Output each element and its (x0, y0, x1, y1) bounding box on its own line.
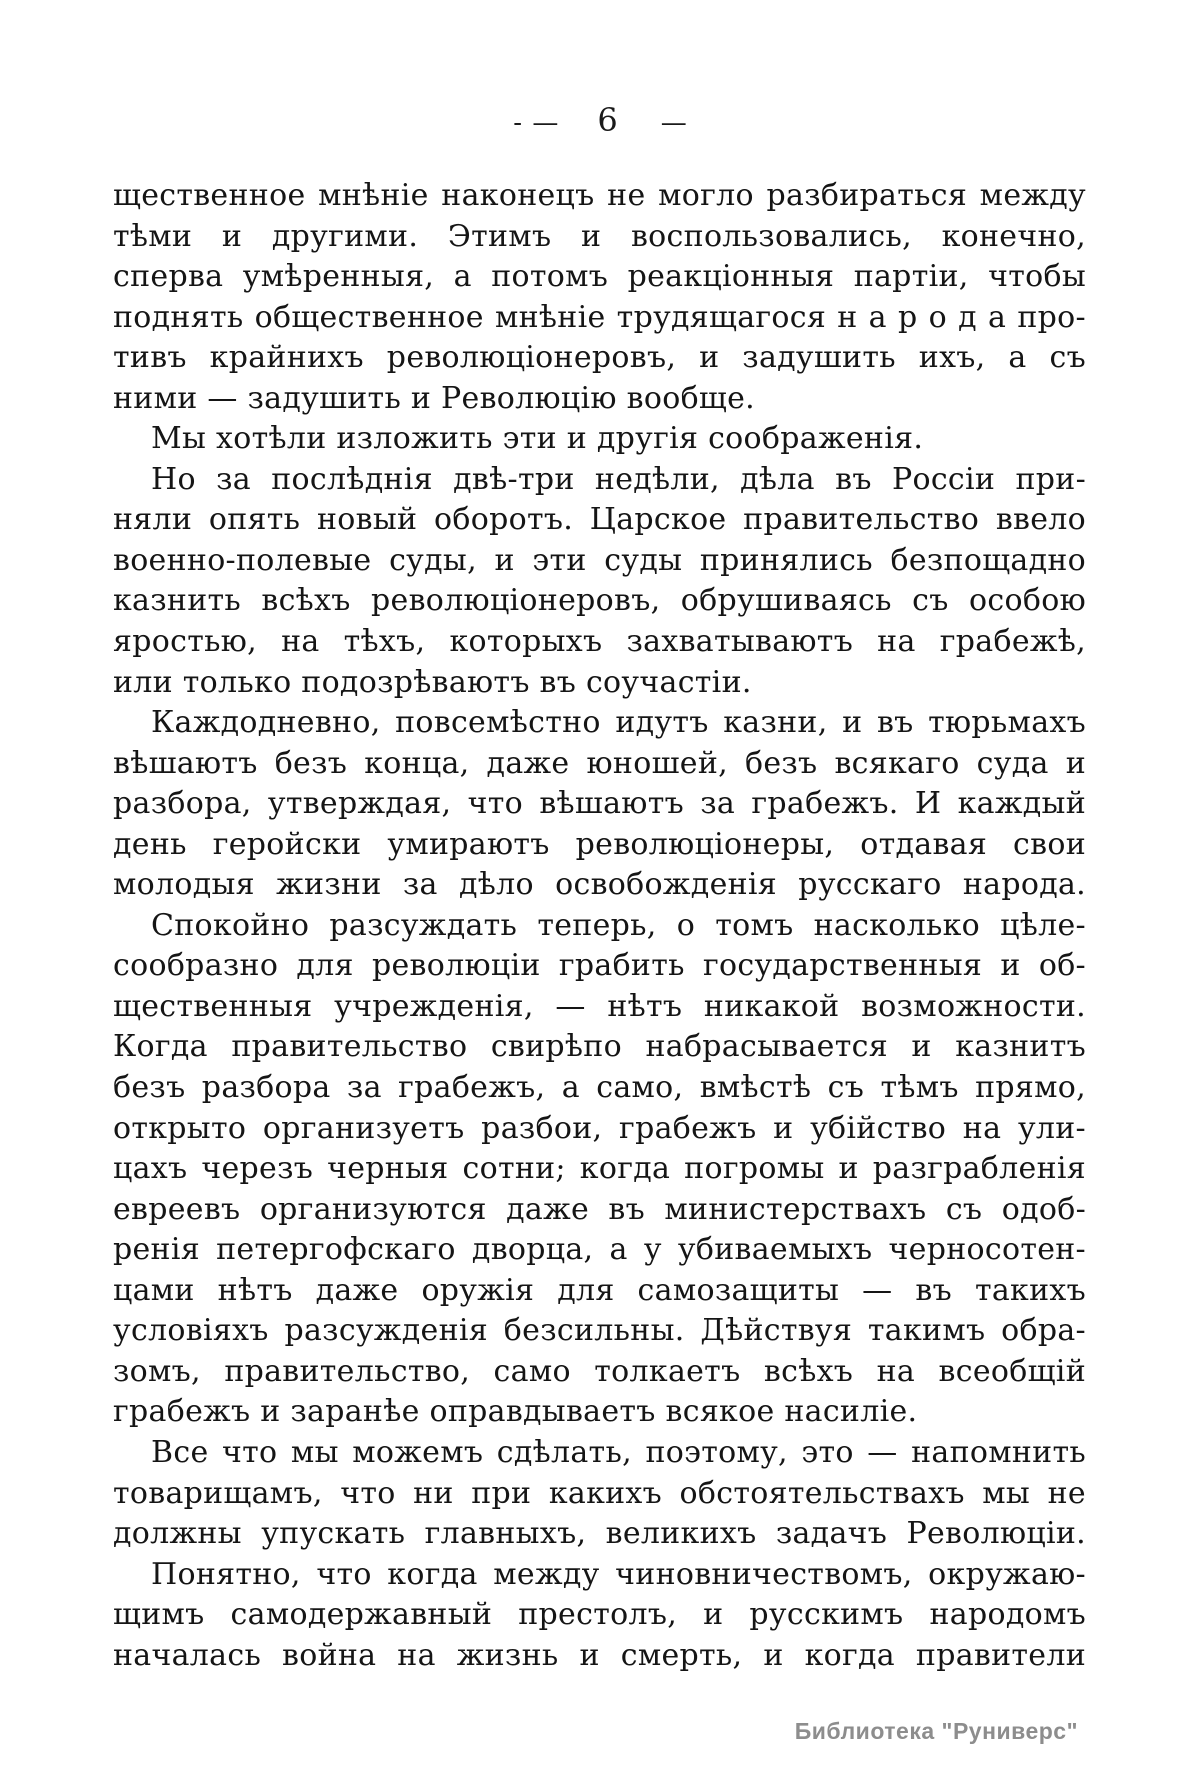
text-line: или только подозрѣваютъ въ соучастіи. (113, 664, 752, 700)
text-line: щественныя учрежденія, — нѣтъ никакой возможности. (113, 988, 1086, 1024)
text-line: Понятно, что когда между чиновничествомъ, окружаю- (151, 1556, 1086, 1592)
text-line: поднять общественное мнѣніе трудящагося н а р о д а про- (113, 299, 1086, 335)
text-line: щимъ самодержавный престолъ, и русскимъ народомъ (113, 1597, 1086, 1633)
text-line: Мы хотѣли изложить эти и другія соображенія. (151, 421, 924, 457)
text-line: щественное мнѣніе наконецъ не могло разбираться между (113, 178, 1086, 213)
text-line: Но за послѣднія двѣ-три недѣли, дѣла въ Россіи при- (151, 461, 1086, 497)
text-line: яростью, на тѣхъ, которыхъ захватываютъ на грабежѣ, (113, 624, 1086, 660)
text-line: день геройски умираютъ революціонеры, отдавая свои (113, 826, 1086, 862)
text-line: Каждодневно, повсемѣстно идутъ казни, и въ тюрьмахъ (151, 705, 1086, 741)
library-watermark: Библиотека "Руниверс" (794, 1718, 1078, 1744)
text-line: евреевъ организуются даже въ министерствахъ съ одоб- (113, 1191, 1086, 1227)
text-line: тивъ крайнихъ революціонеровъ, и задушить ихъ, а съ (113, 340, 1086, 376)
text-line: должны упускать главныхъ, великихъ задачъ Революціи. (113, 1516, 1086, 1552)
text-line: сперва умѣренныя, а потомъ реакціонныя партіи, чтобы (113, 259, 1086, 295)
text-line: сообразно для революціи грабить государственныя и об- (113, 948, 1086, 984)
header-left-dash: - — (513, 108, 560, 138)
text-line: зомъ, правительство, само толкаетъ всѣхъ на всеобщій (113, 1353, 1086, 1389)
text-line: грабежъ и заранѣе оправдываетъ всякое насиліе. (113, 1394, 918, 1430)
text-line: началась война на жизнь и смерть, и когда правители (113, 1637, 1086, 1673)
text-line: безъ разбора за грабежъ, а само, вмѣстѣ съ тѣмъ прямо, (113, 1070, 1086, 1106)
page-number-header (114, 100, 1087, 143)
page-number: 6 (597, 101, 619, 139)
text-line: молодыя жизни за дѣло освобожденія русскаго народа. (113, 867, 1086, 903)
text-line: открыто организуетъ разбои, грабежъ и убійство на ули- (113, 1110, 1086, 1146)
text-line: ними — задушить и Революцію вообще. (113, 380, 756, 416)
page-text (113, 176, 1086, 1676)
text-line: Когда правительство свирѣпо набрасывается и казнитъ (113, 1029, 1086, 1065)
text-line: вѣшаютъ безъ конца, даже юношей, безъ всякаго суда и (113, 745, 1086, 781)
text-line: условіяхъ разсужденія безсильны. Дѣйствуя такимъ обра- (113, 1313, 1086, 1349)
text-line: Спокойно разсуждать теперь, о томъ насколько цѣле- (151, 907, 1086, 943)
header-right-dash: — (660, 108, 688, 138)
text-line: тѣми и другими. Этимъ и воспользовались, конечно, (113, 218, 1086, 254)
text-line: военно-полевые суды, и эти суды принялись безпощадно (113, 542, 1086, 578)
text-line: товарищамъ, что ни при какихъ обстоятельствахъ мы не (113, 1475, 1086, 1511)
text-line: разбора, утверждая, что вѣшаютъ за грабежъ. И каждый (113, 786, 1086, 822)
text-line: няли опять новый оборотъ. Царское правительство ввело (113, 502, 1086, 538)
text-line: цахъ черезъ черныя сотни; когда погромы и разграбленія (113, 1151, 1086, 1187)
text-line: казнить всѣхъ революціонеровъ, обрушиваясь съ особою (113, 583, 1086, 619)
text-line: ренія петергофскаго дворца, а у убиваемыхъ черносотен- (113, 1232, 1086, 1268)
text-line: цами нѣтъ даже оружія для самозащиты — въ такихъ (113, 1272, 1086, 1308)
text-line: Все что мы можемъ сдѣлать, поэтому, это — напомнить (151, 1434, 1086, 1470)
